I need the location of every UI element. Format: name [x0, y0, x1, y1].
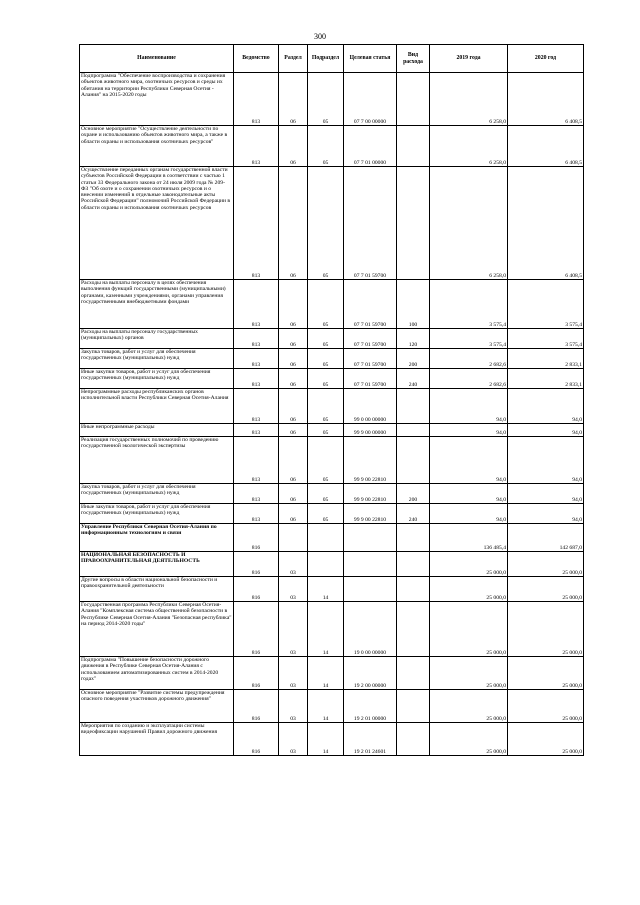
row-amount-2019: 25 000,0: [430, 552, 508, 577]
col-header-2019: 2019 года: [430, 45, 508, 73]
row-amount-2020: 25 000,0: [508, 723, 584, 756]
table-row: [80, 167, 584, 280]
row-section: 03: [279, 552, 308, 577]
row-amount-2020: 6 408,5: [508, 167, 584, 280]
row-target-article: 07 7 00 00000: [344, 73, 397, 126]
table-row: [80, 504, 584, 524]
row-section: 06: [279, 484, 308, 504]
row-subsection: [308, 524, 344, 552]
row-amount-2019: 94,0: [430, 389, 508, 424]
row-target-article: [344, 552, 397, 577]
row-section: 06: [279, 504, 308, 524]
row-subsection: 05: [308, 126, 344, 167]
row-amount-2020: 94,0: [508, 484, 584, 504]
row-section: 03: [279, 657, 308, 690]
row-name: Осуществление переданных органам государственной власти субъектов Российской Федерации в соответствии с частью 1 статьи 33 Федерального закона от 24 июля 2009 года № 209-ФЗ "Об охоте и о сохранении охотничьих ресурсов и о внесении изменений в отдельные законодательные акты Российской Федерации" полномочий Российской Федерации в области охраны и использования охотничьих ресурсов: [80, 167, 234, 280]
row-amount-2019: 2 682,6: [430, 369, 508, 389]
row-target-article: 19 2 01 00000: [344, 690, 397, 723]
col-header-name: Наименование: [80, 45, 234, 73]
row-department: 816: [234, 552, 279, 577]
row-target-article: [344, 524, 397, 552]
row-amount-2019: 25 000,0: [430, 657, 508, 690]
table-row: [80, 524, 584, 552]
row-section: 06: [279, 349, 308, 369]
col-header-target-article: Целевая статья: [344, 45, 397, 73]
row-name: Закупка товаров, работ и услуг для обеспечения государственных (муниципальных) нужд: [80, 484, 234, 504]
row-subsection: 05: [308, 329, 344, 349]
col-header-section: Раздел: [279, 45, 308, 73]
row-amount-2020: 3 575,4: [508, 280, 584, 329]
row-name: Подпрограмма "Обеспечение воспроизводства и сохранения объектов животного мира, охотничьих ресурсов и среды их обитания на территории Республики Северная Осетия - Алания" на 2015-2020 годы: [80, 73, 234, 126]
row-target-article: 99 9 00 22810: [344, 504, 397, 524]
row-name: Основное мероприятие "Осуществление деятельности по охране и использованию объектов животного мира, а также в области охраны и использования охотничьих ресурсов": [80, 126, 234, 167]
table-row: [80, 602, 584, 657]
row-department: 813: [234, 349, 279, 369]
row-section: 06: [279, 280, 308, 329]
row-target-article: 19 0 00 00000: [344, 602, 397, 657]
table-header-row: [80, 45, 584, 73]
row-target-article: 19 2 00 00000: [344, 657, 397, 690]
row-target-article: 99 9 00 00000: [344, 424, 397, 437]
row-amount-2020: 94,0: [508, 504, 584, 524]
row-section: 06: [279, 329, 308, 349]
row-target-article: 99 9 00 22810: [344, 484, 397, 504]
table-row: [80, 424, 584, 437]
table-row: [80, 126, 584, 167]
row-subsection: 14: [308, 602, 344, 657]
row-department: 816: [234, 657, 279, 690]
budget-table: [79, 44, 584, 756]
row-amount-2020: 25 000,0: [508, 577, 584, 602]
row-expense-type: 120: [397, 329, 430, 349]
row-amount-2020: 2 833,1: [508, 349, 584, 369]
row-amount-2019: 25 000,0: [430, 723, 508, 756]
table-row: [80, 73, 584, 126]
table-row: [80, 369, 584, 389]
row-department: 816: [234, 524, 279, 552]
row-subsection: 05: [308, 504, 344, 524]
row-department: 813: [234, 437, 279, 484]
row-name: Иные непрограммные расходы: [80, 424, 234, 437]
row-amount-2020: 25 000,0: [508, 657, 584, 690]
row-amount-2020: 94,0: [508, 389, 584, 424]
row-department: 813: [234, 73, 279, 126]
row-amount-2019: 3 575,4: [430, 280, 508, 329]
row-target-article: 07 7 01 59700: [344, 369, 397, 389]
row-amount-2020: 94,0: [508, 437, 584, 484]
row-amount-2020: 6 408,5: [508, 126, 584, 167]
row-amount-2019: 94,0: [430, 504, 508, 524]
row-amount-2020: 142 687,0: [508, 524, 584, 552]
row-department: 813: [234, 369, 279, 389]
row-department: 813: [234, 126, 279, 167]
row-department: 813: [234, 484, 279, 504]
row-subsection: 05: [308, 73, 344, 126]
row-name: Государственная программа Республики Северная Осетия-Алания "Комплексная система общественной безопасности в Республике Северная Осетия-Алания "Безопасная республика" на период 2014-2020 годы": [80, 602, 234, 657]
col-header-department: Ведомство: [234, 45, 279, 73]
row-amount-2019: 136 485,4: [430, 524, 508, 552]
table-row: [80, 552, 584, 577]
table-row: [80, 690, 584, 723]
row-amount-2020: 3 575,4: [508, 329, 584, 349]
row-expense-type: [397, 524, 430, 552]
row-expense-type: [397, 126, 430, 167]
row-expense-type: [397, 73, 430, 126]
row-amount-2019: 94,0: [430, 437, 508, 484]
row-name: Иные закупки товаров, работ и услуг для обеспечения государственных (муниципальных) нужд: [80, 369, 234, 389]
row-name: Управление Республики Северная Осетия-Алания по информационным технологиям и связи: [80, 524, 234, 552]
row-subsection: [308, 552, 344, 577]
row-subsection: 14: [308, 577, 344, 602]
row-section: 03: [279, 723, 308, 756]
row-name: Мероприятия по созданию и эксплуатации системы видеофиксации нарушений Правил дорожного движения: [80, 723, 234, 756]
row-target-article: 07 7 01 00000: [344, 126, 397, 167]
row-name: Реализация государственных полномочий по проведению государственной экологической экспертизы: [80, 437, 234, 484]
row-name: Непрограммные расходы республиканских органов исполнительной власти Республики Северная Осетия-Алания: [80, 389, 234, 424]
row-section: 06: [279, 126, 308, 167]
row-target-article: 99 0 00 00000: [344, 389, 397, 424]
row-expense-type: [397, 552, 430, 577]
row-section: 03: [279, 577, 308, 602]
row-name: Расходы на выплаты персоналу государственных (муниципальных) органов: [80, 329, 234, 349]
row-expense-type: 240: [397, 504, 430, 524]
row-expense-type: 200: [397, 484, 430, 504]
row-subsection: 14: [308, 723, 344, 756]
row-section: 03: [279, 602, 308, 657]
row-department: 813: [234, 167, 279, 280]
table-row: [80, 280, 584, 329]
row-amount-2020: 25 000,0: [508, 552, 584, 577]
row-amount-2019: 25 000,0: [430, 602, 508, 657]
row-subsection: 05: [308, 349, 344, 369]
table-row: [80, 723, 584, 756]
table-row: [80, 577, 584, 602]
row-amount-2019: 6 258,0: [430, 73, 508, 126]
row-department: 813: [234, 329, 279, 349]
page-number: 300: [314, 32, 326, 41]
row-subsection: 05: [308, 369, 344, 389]
table-row: [80, 349, 584, 369]
col-header-2020: 2020 год: [508, 45, 584, 73]
row-department: 816: [234, 577, 279, 602]
row-section: [279, 524, 308, 552]
table-row: [80, 657, 584, 690]
row-amount-2019: 25 000,0: [430, 577, 508, 602]
row-amount-2019: 6 258,0: [430, 126, 508, 167]
row-target-article: 07 7 01 59700: [344, 329, 397, 349]
row-subsection: 14: [308, 657, 344, 690]
row-subsection: 05: [308, 484, 344, 504]
row-department: 813: [234, 424, 279, 437]
row-subsection: 05: [308, 389, 344, 424]
row-name: Другие вопросы в области национальной безопасности и правоохранительной деятельности: [80, 577, 234, 602]
col-header-subsection: Подраздел: [308, 45, 344, 73]
row-section: 06: [279, 437, 308, 484]
row-section: 06: [279, 73, 308, 126]
row-expense-type: [397, 602, 430, 657]
row-target-article: 07 7 01 59700: [344, 349, 397, 369]
row-department: 816: [234, 723, 279, 756]
row-amount-2019: 94,0: [430, 424, 508, 437]
row-amount-2019: 2 682,6: [430, 349, 508, 369]
row-amount-2020: 25 000,0: [508, 602, 584, 657]
row-expense-type: [397, 690, 430, 723]
row-name: Основное мероприятие "Развитие системы предупреждения опасного поведения участников дорожного движения": [80, 690, 234, 723]
row-expense-type: [397, 657, 430, 690]
row-section: 06: [279, 389, 308, 424]
row-amount-2020: 25 000,0: [508, 690, 584, 723]
row-amount-2019: 3 575,4: [430, 329, 508, 349]
row-subsection: 05: [308, 424, 344, 437]
row-section: 06: [279, 167, 308, 280]
row-amount-2019: 25 000,0: [430, 690, 508, 723]
row-amount-2020: 94,0: [508, 424, 584, 437]
row-target-article: 07 7 01 59700: [344, 167, 397, 280]
row-section: 06: [279, 369, 308, 389]
row-expense-type: [397, 389, 430, 424]
row-name: Иные закупки товаров, работ и услуг для обеспечения государственных (муниципальных) нужд: [80, 504, 234, 524]
row-expense-type: [397, 577, 430, 602]
row-target-article: 07 7 01 59700: [344, 280, 397, 329]
row-subsection: 05: [308, 280, 344, 329]
table-row: [80, 329, 584, 349]
row-name: Закупка товаров, работ и услуг для обеспечения государственных (муниципальных) нужд: [80, 349, 234, 369]
row-name: НАЦИОНАЛЬНАЯ БЕЗОПАСНОСТЬ И ПРАВООХРАНИТЕЛЬНАЯ ДЕЯТЕЛЬНОСТЬ: [80, 552, 234, 577]
row-target-article: 19 2 01 24601: [344, 723, 397, 756]
row-target-article: 99 9 00 22810: [344, 437, 397, 484]
row-target-article: [344, 577, 397, 602]
row-name: Расходы на выплаты персоналу в целях обеспечения выполнения функций государственными (муниципальными) органами, казенными учреждениями, органами управления государственными внебюджетными фондами: [80, 280, 234, 329]
row-amount-2020: 6 408,5: [508, 73, 584, 126]
row-amount-2019: 94,0: [430, 484, 508, 504]
col-header-expense-type: Вид расхода: [397, 45, 430, 73]
row-amount-2020: 2 833,1: [508, 369, 584, 389]
row-amount-2019: 6 258,0: [430, 167, 508, 280]
row-subsection: 05: [308, 437, 344, 484]
row-expense-type: [397, 167, 430, 280]
row-section: 03: [279, 690, 308, 723]
row-subsection: 14: [308, 690, 344, 723]
row-expense-type: 240: [397, 369, 430, 389]
row-department: 813: [234, 504, 279, 524]
row-department: 816: [234, 690, 279, 723]
row-subsection: 05: [308, 167, 344, 280]
row-name: Подпрограмма "Повышение безопасности дорожного движения в Республике Северная Осетия-Алания с использованием автоматизированных систем в 2014-2020 годах": [80, 657, 234, 690]
row-expense-type: 200: [397, 349, 430, 369]
table-row: [80, 484, 584, 504]
row-expense-type: 100: [397, 280, 430, 329]
row-department: 813: [234, 389, 279, 424]
table-row: [80, 437, 584, 484]
row-section: 06: [279, 424, 308, 437]
row-department: 816: [234, 602, 279, 657]
row-expense-type: [397, 723, 430, 756]
row-department: 813: [234, 280, 279, 329]
row-expense-type: [397, 424, 430, 437]
table-row: [80, 389, 584, 424]
row-expense-type: [397, 437, 430, 484]
